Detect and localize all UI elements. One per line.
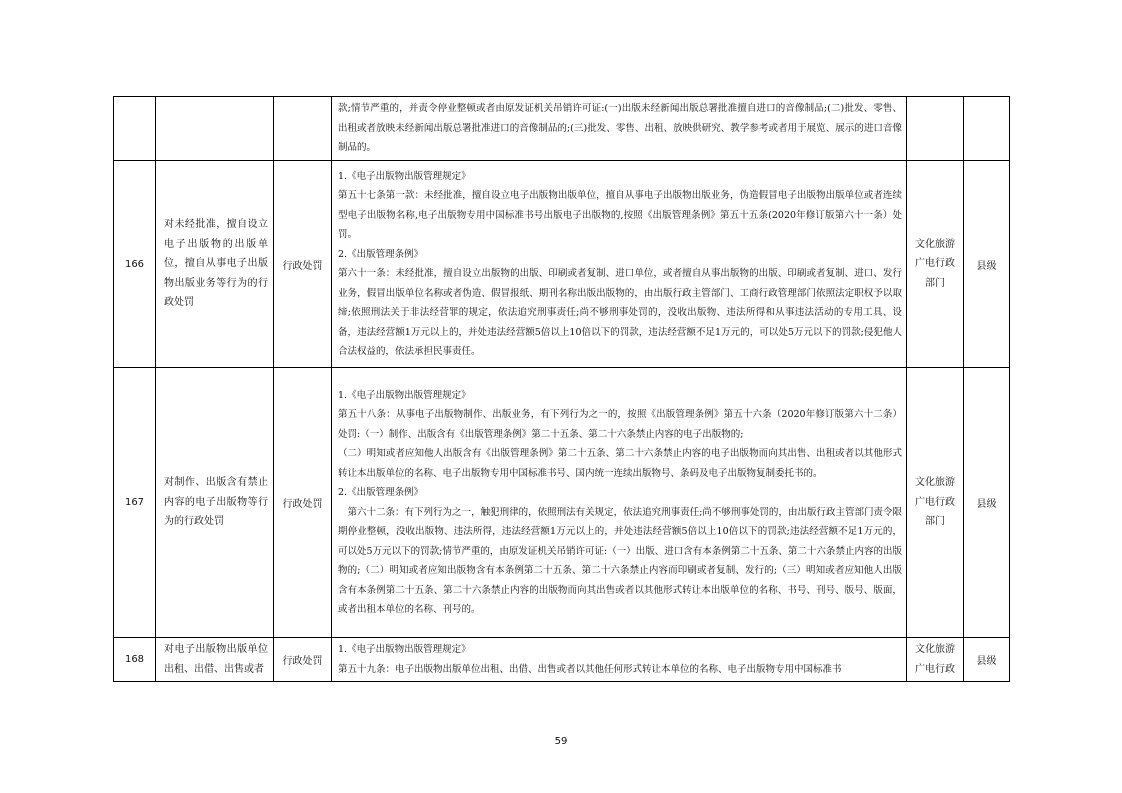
basis-paragraph: 第五十九条：电子出版物出版单位出租、出借、出售或者以其他任何形式转让本单位的名称、电子出版物专用中国标准书 — [338, 663, 842, 675]
department — [907, 97, 964, 161]
legal-basis — [332, 97, 907, 161]
regulation-table — [113, 96, 1010, 682]
item-type: 行政处罚 — [274, 638, 332, 682]
legal-basis — [332, 638, 907, 682]
item-type: 行政处罚 — [274, 161, 332, 368]
level: 县级 — [964, 368, 1010, 638]
basis-paragraph: 第六十二条：有下列行为之一，触犯刑律的，依照刑法有关规定，依法追究刑事责任;尚不够刑事处罚的，由出版行政主管部门责令限期停业整顿，没收出版物、违法所得，违法经营额1万元以上的，并处违法经营额5倍以上10倍以下的罚款;违法经营额不足1万元的，可以处5万元以下的罚款;情节严重的，由原发证机关吊销许可证:（一）出版、进口含有本条例第二十五条、第二十六条禁止内容的出版物的;（二）明知或者应知出版物含有本条例第二十五条、第二十六条禁止内容而印刷或者复制、发行的;（三）明知或者应知他人出版含有本条例第二十五条、第二十六条禁止内容的出版物而向其出售或者以其他形式转让本出版单位的名称、书号、刊号、版号、版面，或者出租本单位的名称、刊号的。 — [338, 506, 902, 615]
table-row — [114, 97, 1010, 161]
legal-basis — [332, 368, 907, 638]
basis-paragraph: 第五十七条第一款：未经批准，擅自设立电子出版物出版单位，擅自从事电子出版物出版业务，伪造假冒电子出版物出版单位或者连续型电子出版物名称,电子出版物专用中国标准书号出版电子出版物的,按照《出版管理条例》第五十五条(2020年修订版第六十一条）处罚。 — [338, 190, 902, 240]
legal-basis — [332, 161, 907, 368]
table-row — [114, 638, 1010, 682]
page-number: 59 — [554, 736, 568, 747]
row-number — [114, 97, 156, 161]
level: 县级 — [964, 638, 1010, 682]
basis-paragraph: 1.《电子出版物出版管理规定》 — [338, 644, 471, 655]
department-line: 部门 — [925, 516, 945, 528]
item-name — [156, 97, 274, 161]
basis-paragraph: 第五十八条：从事电子出版物制作、出版业务，有下列行为之一的，按照《出版管理条例》第五十六条（2020年修订版第六十二条）处罚:（一）制作、出版含有《出版管理条例》第二十五条、第二十六条禁止内容的电子出版物的; — [338, 409, 902, 440]
department-line: 文化旅游 — [915, 477, 955, 489]
level — [964, 97, 1010, 161]
department — [907, 161, 964, 368]
basis-paragraph: 1.《电子出版物出版管理规定》 — [338, 389, 471, 401]
department-line: 文化旅游 — [915, 644, 955, 655]
basis-paragraph: 1.《电子出版物出版管理规定》 — [338, 170, 471, 182]
item-type: 行政处罚 — [274, 368, 332, 638]
department-line: 广电行政 — [915, 496, 955, 508]
basis-paragraph: （二）明知或者应知他人出版含有《出版管理条例》第二十五条、第二十六条禁止内容的电子出版物而向其出售、出租或者以其他形式转让本出版单位的名称、电子出版物专用中国标准书号、国内统一连续出版物号、条码及电子出版物复制委托书的。 — [338, 448, 902, 479]
row-number: 168 — [114, 638, 156, 682]
department — [907, 368, 964, 638]
item-name: 对制作、出版含有禁止内容的电子出版物等行为的行政处罚 — [156, 368, 274, 638]
row-number: 167 — [114, 368, 156, 638]
item-name: 对电子出版物出版单位出租、出借、出售或者 — [156, 638, 274, 682]
department-line: 文化旅游 — [915, 238, 955, 250]
department — [907, 638, 964, 682]
basis-paragraph: 款;情节严重的，并责令停业整顿或者由原发证机关吊销许可证:(一)出版未经新闻出版总署批准擅自进口的音像制品;(二)批发、零售、出租或者放映未经新闻出版总署批准进口的音像制品的;(三)批发、零售、出租、放映供研究、教学参考或者用于展览、展示的进口音像制品的。 — [338, 103, 902, 154]
table-row — [114, 368, 1010, 638]
department-line: 广电行政 — [915, 663, 955, 675]
item-type — [274, 97, 332, 161]
department-line: 部门 — [925, 277, 945, 289]
level: 县级 — [964, 161, 1010, 368]
basis-paragraph: 2.《出版管理条例》 — [338, 248, 424, 260]
table-row — [114, 161, 1010, 368]
basis-paragraph: 第六十一条：未经批准，擅自设立出版物的出版、印刷或者复制、进口单位，或者擅自从事出版物的出版、印刷或者复制、进口、发行业务，假冒出版单位名称或者伪造、假冒报纸、期刊名称出版出版物的，由出版行政主管部门、工商行政管理部门依照法定职权予以取缔;依照刑法关于非法经营罪的规定，依法追究刑事责任;尚不够刑事处罚的，没收出版物、违法所得和从事违法活动的专用工具、设备，违法经营额1万元以上的，并处违法经营额5倍以上10倍以下的罚款，违法经营额不足1万元的，可以处5万元以下的罚款;侵犯他人合法权益的，依法承担民事责任。 — [338, 268, 902, 357]
item-name: 对未经批准，擅自设立电子出版物的出版单位，擅自从事电子出版物出版业务等行为的行政处罚 — [156, 161, 274, 368]
department-line: 广电行政 — [915, 258, 955, 270]
row-number: 166 — [114, 161, 156, 368]
basis-paragraph: 2.《出版管理条例》 — [338, 487, 424, 498]
